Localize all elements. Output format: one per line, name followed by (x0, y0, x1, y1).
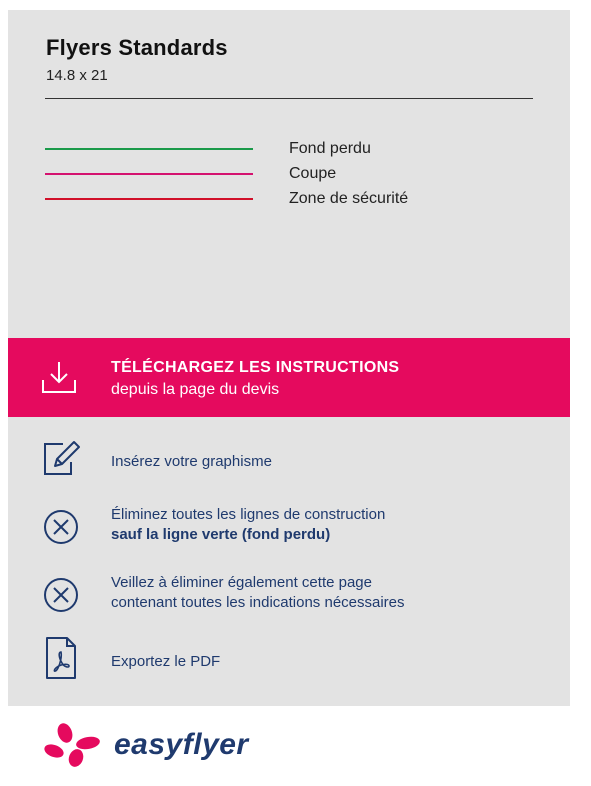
edit-icon (41, 438, 81, 478)
page-title: Flyers Standards (46, 35, 228, 60)
brand-name: easyflyer (114, 728, 249, 761)
brand-logo (44, 722, 284, 768)
step-text: Veillez à éliminer également cette page (111, 574, 372, 591)
legend-label: Zone de sécurité (289, 190, 409, 207)
download-icon (40, 358, 78, 396)
green-line (45, 148, 253, 150)
legend-label: Fond perdu (289, 140, 371, 157)
step-text-emphasis: sauf la ligne verte (fond perdu) (111, 526, 331, 543)
close-circle-icon (41, 507, 81, 547)
banner-subtitle: depuis la page du devis (111, 381, 280, 398)
download-banner[interactable] (8, 338, 570, 417)
step-text: Éliminez toutes les lignes de construction (111, 506, 386, 523)
legend-item-coupe (45, 162, 525, 186)
pink-line (45, 173, 253, 175)
banner-title: TÉLÉCHARGEZ LES INSTRUCTIONS (111, 359, 400, 376)
close-circle-icon (41, 575, 81, 615)
legend-item-zone-securite (45, 187, 525, 211)
divider (45, 98, 533, 99)
step-text: contenant toutes les indications nécessaires (111, 594, 405, 611)
step-text: Exportez le PDF (111, 653, 221, 670)
pdf-file-icon (41, 636, 81, 680)
red-line (45, 198, 253, 200)
step-text: Insérez votre graphisme (111, 453, 272, 470)
format-size: 14.8 x 21 (46, 67, 108, 84)
legend-label: Coupe (289, 165, 337, 182)
template-panel (8, 10, 570, 706)
legend-item-fond-perdu (45, 137, 525, 161)
flower-logo-icon (44, 722, 106, 768)
